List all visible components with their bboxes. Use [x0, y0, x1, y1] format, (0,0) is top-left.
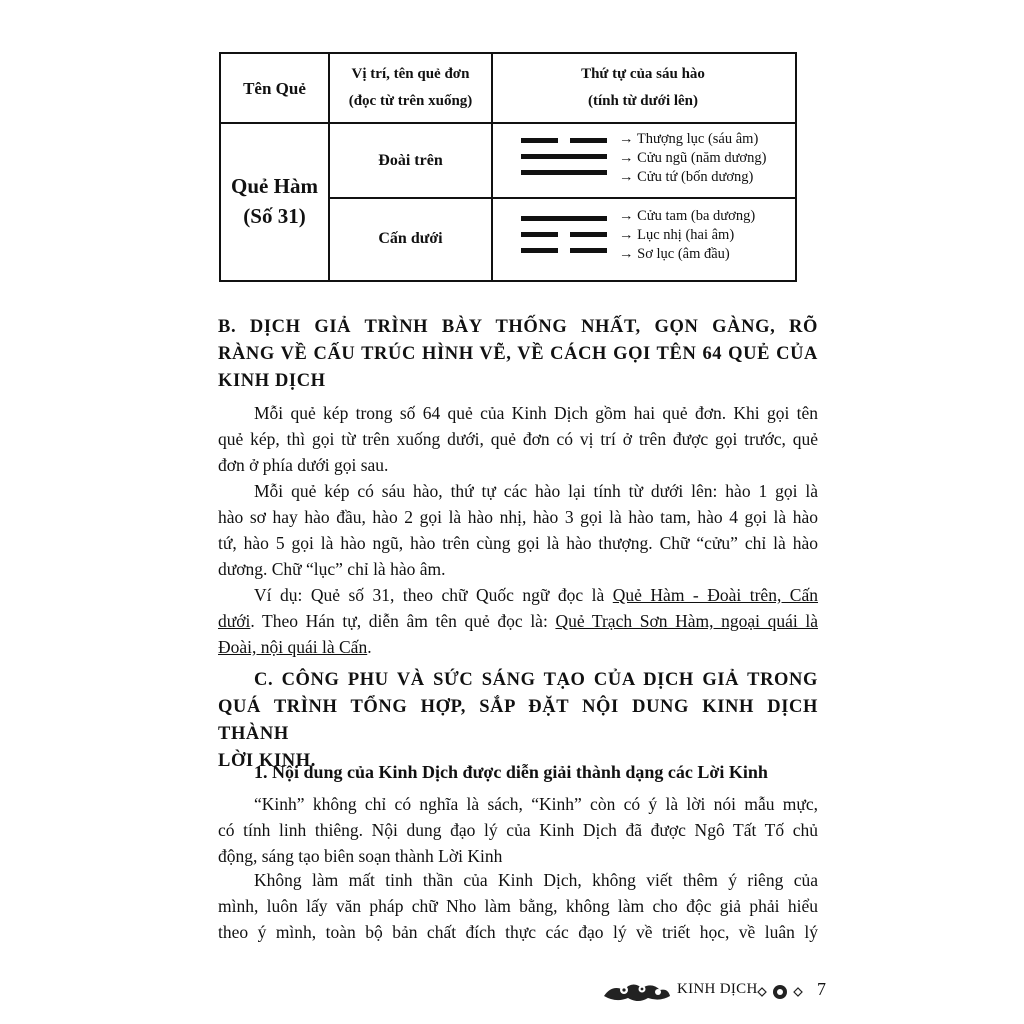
section-b-paragraph-2 [218, 478, 818, 582]
text-line: theo ý mình, toàn bộ bản chất đích thực các đạo lý về triết học, về luân lý [218, 922, 818, 942]
text-line: Mỗi quẻ kép trong số 64 quẻ của Kinh Dịch gồm hai quẻ đơn. Khi gọi tên [254, 403, 818, 423]
yin-line [570, 138, 607, 143]
line-description: → Lục nhị (hai âm) [619, 227, 735, 243]
upper-position-cell [330, 124, 491, 197]
heading-line: B. DỊCH GIẢ TRÌNH BÀY THỐNG NHẤT, GỌN GÀNG, RÕ [218, 317, 818, 337]
yin-line [570, 232, 607, 237]
text-line: dương. Chữ “lục” chỉ là hào âm. [218, 559, 446, 579]
text-line: quẻ kép, thì gọi từ trên xuống dưới, quẻ đơn có vị trí ở trên được gọi trước, quẻ [218, 429, 818, 449]
heading-line: C. CÔNG PHU VÀ SỨC SÁNG TẠO CỦA DỊCH GIẢ TRONG [254, 670, 818, 690]
text-line: hào sơ hay hào đầu, hào 2 gọi là hào nhị, hào 3 gọi là hào tam, hào 4 gọi là hào [218, 507, 818, 527]
subsection-heading: 1. Nội dung của Kinh Dịch được diễn giải thành dạng các Lời Kinh [254, 762, 768, 782]
yang-line [521, 216, 607, 221]
gua-name-cell [221, 124, 328, 278]
gua-number: (Số 31) [243, 204, 306, 228]
text-line: Không làm mất tinh thần của Kinh Dịch, không viết thêm ý riêng của [254, 870, 818, 890]
lower-position-cell [330, 199, 491, 278]
line-description: → Cửu tứ (bốn dương) [619, 169, 754, 185]
book-title: KINH DỊCH [677, 981, 758, 997]
lower-trigram-icon [521, 214, 616, 258]
line-description: → Cửu ngũ (năm dương) [619, 150, 767, 166]
yin-line [521, 248, 558, 253]
header-position [330, 54, 491, 122]
header-text: Tên Quẻ [243, 78, 306, 98]
section-b-paragraph-1 [218, 400, 818, 478]
yang-line [521, 154, 607, 159]
heading-line: RÀNG VỀ CẤU TRÚC HÌNH VẼ, VỀ CÁCH GỌI TÊN 64 QUẺ CỦA [218, 344, 818, 364]
text-line [218, 634, 818, 660]
text-line: Mỗi quẻ kép có sáu hào, thứ tự các hào lại tính từ dưới lên: hào 1 gọi là [254, 481, 818, 501]
header-text: (đọc từ trên xuống) [348, 93, 473, 109]
flower-divider-icon [754, 982, 806, 1002]
text-line: động, sáng tạo biên soạn thành Lời Kinh [218, 846, 503, 866]
text-line: “Kinh” không chỉ có nghĩa là sách, “Kinh” còn có ý là lời nói mẫu mực, [254, 794, 818, 814]
section-c-paragraph-2 [218, 867, 818, 945]
header-gua-name [221, 54, 328, 122]
section-b-heading [218, 314, 818, 395]
header-text: Thứ tự của sáu hào [581, 66, 705, 82]
line-description: → Sơ lục (âm đầu) [619, 246, 730, 262]
text-line [218, 582, 818, 608]
header-text: Vị trí, tên quẻ đơn [351, 66, 470, 82]
floral-ornament-icon [602, 976, 672, 1006]
line-description: → Cửu tam (ba dương) [619, 208, 756, 224]
section-b-example [218, 582, 818, 660]
text-line [218, 608, 818, 634]
underlined-text: Quẻ Trạch Sơn Hàm, ngoại quái là [555, 611, 818, 631]
section-c-paragraph-1 [218, 791, 818, 869]
text-run: Ví dụ: Quẻ số 31, theo chữ Quốc ngữ đọc là [254, 585, 613, 605]
heading-line: QUÁ TRÌNH TỔNG HỢP, SẮP ĐẶT NỘI DUNG KINH DỊCH THÀNH [218, 697, 818, 744]
header-text: (tính từ dưới lên) [587, 93, 699, 109]
yin-line [521, 138, 558, 143]
yang-line [521, 170, 607, 175]
gua-name: Quẻ Hàm [231, 174, 318, 198]
lower-lines-list [619, 207, 755, 264]
yin-line [521, 232, 558, 237]
header-order [493, 54, 793, 122]
text-line: mình, luôn lấy văn pháp chữ Nho làm bằng, không làm cho độc giả phải hiểu [218, 896, 818, 916]
heading-line: KINH DỊCH [218, 371, 326, 391]
yin-line [570, 248, 607, 253]
text-run: . [367, 637, 372, 657]
underlined-text: Đoài, nội quái là Cấn [218, 637, 368, 657]
upper-trigram-icon [521, 136, 616, 180]
page-footer [602, 974, 832, 1008]
text-line: có tính linh thiêng. Nội dung đạo lý của Kinh Dịch đã được Ngô Tất Tố chủ [218, 820, 818, 840]
lower-position: Cấn dưới [378, 229, 443, 247]
text-line: đơn ở phía dưới gọi sau. [218, 455, 389, 475]
upper-position: Đoài trên [378, 151, 443, 169]
heading-line: LỜI KINH. [218, 751, 316, 771]
hexagram-table [219, 52, 795, 280]
text-line: tứ, hào 5 gọi là hào ngũ, hào trên cùng gọi là hào thượng. Chữ “cửu” chỉ là hào [218, 533, 818, 553]
page-number: 7 [817, 979, 826, 999]
text-run: . Theo Hán tự, diễn âm tên quẻ đọc là: [250, 611, 556, 631]
line-description: → Thượng lục (sáu âm) [619, 131, 759, 147]
underlined-text: Quẻ Hàm - Đoài trên, Cấn [612, 585, 819, 605]
upper-lines-list [619, 130, 766, 187]
underlined-text: dưới [218, 611, 251, 631]
